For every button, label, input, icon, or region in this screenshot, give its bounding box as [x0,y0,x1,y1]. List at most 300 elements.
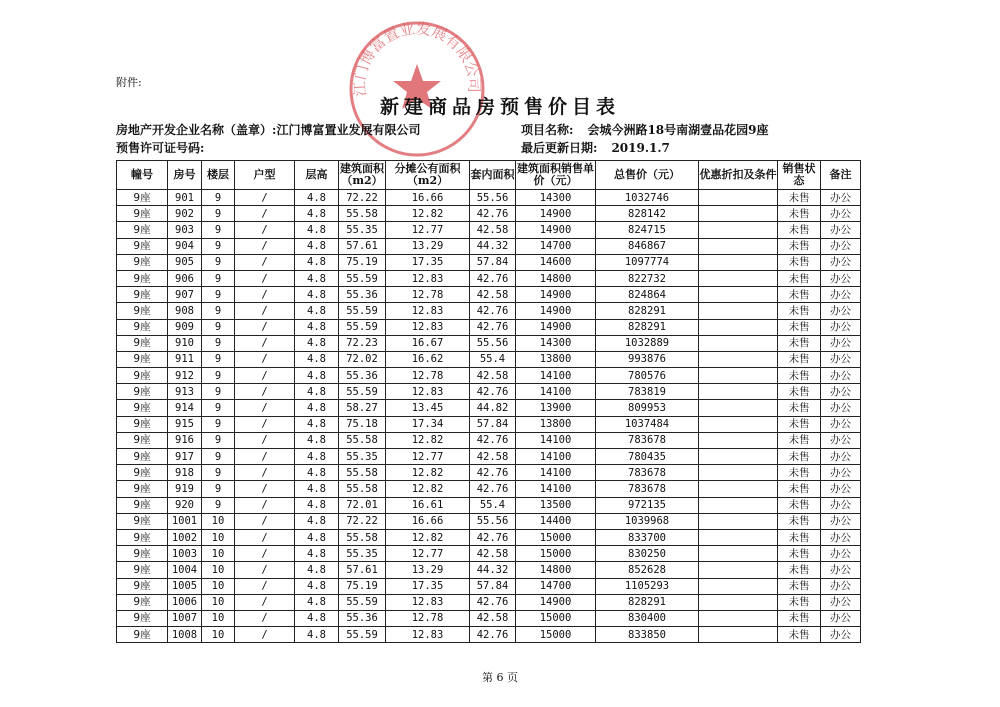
cell-floor-height: 4.8 [295,206,339,222]
cell-shared-area: 16.66 [386,190,470,206]
cell-unit-price: 15000 [516,529,596,545]
cell-building: 9座 [117,351,168,367]
cell-remark: 办公 [821,190,861,206]
cell-sale-status: 未售 [778,254,821,270]
cell-internal-area: 42.58 [470,368,516,384]
cell-internal-area: 42.58 [470,222,516,238]
table-row [117,270,861,286]
cell-gross-area: 72.22 [339,190,386,206]
cell-room: 914 [168,400,202,416]
cell-unit-price: 14600 [516,254,596,270]
cell-discount [699,610,778,626]
cell-remark: 办公 [821,594,861,610]
table-row [117,546,861,562]
cell-unit-price: 14900 [516,206,596,222]
cell-total-price: 780435 [596,449,699,465]
cell-floor: 10 [202,529,235,545]
cell-building: 9座 [117,529,168,545]
cell-room: 1005 [168,578,202,594]
cell-floor-height: 4.8 [295,627,339,643]
cell-floor: 9 [202,254,235,270]
cell-total-price: 1039968 [596,513,699,529]
cell-sale-status: 未售 [778,270,821,286]
cell-total-price: 783678 [596,432,699,448]
cell-unit-price: 14400 [516,513,596,529]
cell-building: 9座 [117,384,168,400]
cell-gross-area: 55.59 [339,627,386,643]
cell-room: 1002 [168,529,202,545]
cell-building: 9座 [117,416,168,432]
cell-building: 9座 [117,222,168,238]
cell-building: 9座 [117,497,168,513]
header-room: 房号 [168,161,202,190]
cell-shared-area: 12.83 [386,270,470,286]
cell-floor: 9 [202,481,235,497]
cell-unit-price: 15000 [516,610,596,626]
cell-shared-area: 16.66 [386,513,470,529]
cell-unit-price: 14100 [516,449,596,465]
cell-gross-area: 55.58 [339,481,386,497]
developer-label: 房地产开发企业名称（盖章）: [116,123,277,137]
cell-room: 915 [168,416,202,432]
cell-floor: 10 [202,513,235,529]
cell-building: 9座 [117,627,168,643]
cell-sale-status: 未售 [778,287,821,303]
cell-gross-area: 55.58 [339,206,386,222]
table-row [117,449,861,465]
cell-discount [699,594,778,610]
cell-unit-price: 14900 [516,222,596,238]
cell-room: 906 [168,270,202,286]
cell-unit-type: / [235,497,295,513]
cell-remark: 办公 [821,303,861,319]
cell-gross-area: 55.58 [339,529,386,545]
permit-label: 预售许可证号码: [116,141,205,155]
cell-floor-height: 4.8 [295,319,339,335]
cell-gross-area: 72.22 [339,513,386,529]
table-row [117,368,861,384]
table-row [117,222,861,238]
cell-internal-area: 57.84 [470,578,516,594]
cell-remark: 办公 [821,254,861,270]
cell-discount [699,529,778,545]
cell-floor-height: 4.8 [295,513,339,529]
project-label: 项目名称: [521,123,574,137]
cell-gross-area: 55.35 [339,222,386,238]
cell-total-price: 1032746 [596,190,699,206]
cell-floor: 9 [202,432,235,448]
cell-floor-height: 4.8 [295,529,339,545]
cell-discount [699,270,778,286]
cell-internal-area: 55.4 [470,351,516,367]
cell-discount [699,303,778,319]
cell-building: 9座 [117,206,168,222]
cell-floor: 10 [202,578,235,594]
table-row [117,513,861,529]
table-row [117,335,861,351]
cell-unit-type: / [235,481,295,497]
cell-remark: 办公 [821,449,861,465]
cell-shared-area: 13.45 [386,400,470,416]
cell-shared-area: 16.62 [386,351,470,367]
cell-discount [699,562,778,578]
cell-floor-height: 4.8 [295,562,339,578]
header-shared-area: 分摊公有面积（m2） [386,161,470,190]
cell-discount [699,368,778,384]
cell-gross-area: 72.01 [339,497,386,513]
cell-unit-type: / [235,513,295,529]
cell-building: 9座 [117,594,168,610]
cell-floor: 9 [202,449,235,465]
cell-shared-area: 12.82 [386,481,470,497]
cell-unit-price: 14700 [516,238,596,254]
cell-sale-status: 未售 [778,562,821,578]
cell-internal-area: 42.58 [470,449,516,465]
cell-room: 902 [168,206,202,222]
cell-sale-status: 未售 [778,384,821,400]
cell-floor-height: 4.8 [295,384,339,400]
cell-unit-price: 15000 [516,627,596,643]
header-gross-area: 建筑面积（m2） [339,161,386,190]
cell-shared-area: 17.35 [386,254,470,270]
cell-total-price: 783678 [596,481,699,497]
cell-room: 911 [168,351,202,367]
cell-floor: 9 [202,319,235,335]
cell-sale-status: 未售 [778,351,821,367]
cell-total-price: 1037484 [596,416,699,432]
cell-total-price: 828291 [596,594,699,610]
cell-remark: 办公 [821,287,861,303]
cell-unit-type: / [235,270,295,286]
cell-internal-area: 42.58 [470,610,516,626]
cell-total-price: 809953 [596,400,699,416]
cell-floor: 10 [202,627,235,643]
cell-unit-type: / [235,368,295,384]
cell-remark: 办公 [821,222,861,238]
cell-discount [699,287,778,303]
cell-unit-type: / [235,529,295,545]
table-row [117,627,861,643]
cell-shared-area: 13.29 [386,562,470,578]
cell-unit-type: / [235,594,295,610]
cell-floor: 9 [202,206,235,222]
cell-gross-area: 75.19 [339,578,386,594]
project-line [521,121,769,138]
cell-gross-area: 55.35 [339,449,386,465]
cell-building: 9座 [117,335,168,351]
cell-floor: 9 [202,238,235,254]
cell-floor: 9 [202,190,235,206]
cell-gross-area: 57.61 [339,562,386,578]
cell-floor-height: 4.8 [295,238,339,254]
cell-unit-type: / [235,610,295,626]
cell-internal-area: 57.84 [470,416,516,432]
cell-unit-price: 14100 [516,432,596,448]
cell-room: 910 [168,335,202,351]
cell-remark: 办公 [821,529,861,545]
cell-unit-type: / [235,416,295,432]
cell-unit-type: / [235,303,295,319]
table-row [117,416,861,432]
cell-floor: 9 [202,497,235,513]
cell-discount [699,254,778,270]
table-row [117,238,861,254]
header-building: 幢号 [117,161,168,190]
cell-unit-price: 14900 [516,287,596,303]
cell-unit-price: 14900 [516,319,596,335]
cell-discount [699,416,778,432]
table-row [117,254,861,270]
cell-shared-area: 12.78 [386,287,470,303]
cell-shared-area: 12.82 [386,465,470,481]
cell-floor-height: 4.8 [295,594,339,610]
cell-shared-area: 12.83 [386,594,470,610]
cell-building: 9座 [117,610,168,626]
cell-sale-status: 未售 [778,449,821,465]
cell-remark: 办公 [821,335,861,351]
cell-room: 912 [168,368,202,384]
company-seal-stamp [342,14,492,164]
cell-total-price: 828291 [596,319,699,335]
cell-floor: 9 [202,351,235,367]
cell-building: 9座 [117,254,168,270]
header-floor-height: 层高 [295,161,339,190]
cell-total-price: 833850 [596,627,699,643]
cell-discount [699,513,778,529]
cell-sale-status: 未售 [778,335,821,351]
cell-floor-height: 4.8 [295,270,339,286]
cell-sale-status: 未售 [778,610,821,626]
cell-unit-price: 14100 [516,368,596,384]
cell-total-price: 1105293 [596,578,699,594]
cell-remark: 办公 [821,206,861,222]
cell-floor-height: 4.8 [295,416,339,432]
table-row [117,432,861,448]
cell-floor-height: 4.8 [295,481,339,497]
cell-floor: 9 [202,303,235,319]
table-header-row [117,161,861,190]
cell-gross-area: 55.59 [339,319,386,335]
cell-sale-status: 未售 [778,465,821,481]
table-row [117,594,861,610]
cell-room: 917 [168,449,202,465]
cell-remark: 办公 [821,562,861,578]
cell-building: 9座 [117,465,168,481]
cell-floor: 9 [202,270,235,286]
cell-discount [699,222,778,238]
header-floor: 楼层 [202,161,235,190]
cell-gross-area: 75.19 [339,254,386,270]
cell-internal-area: 42.76 [470,206,516,222]
cell-floor: 9 [202,416,235,432]
cell-unit-type: / [235,238,295,254]
cell-unit-type: / [235,319,295,335]
cell-total-price: 783678 [596,465,699,481]
cell-gross-area: 55.59 [339,270,386,286]
cell-discount [699,206,778,222]
cell-building: 9座 [117,303,168,319]
cell-floor: 9 [202,465,235,481]
cell-internal-area: 57.84 [470,254,516,270]
cell-total-price: 824864 [596,287,699,303]
cell-building: 9座 [117,449,168,465]
cell-remark: 办公 [821,270,861,286]
cell-remark: 办公 [821,497,861,513]
header-remark: 备注 [821,161,861,190]
cell-shared-area: 12.77 [386,222,470,238]
cell-shared-area: 12.82 [386,529,470,545]
cell-internal-area: 44.32 [470,562,516,578]
cell-discount [699,384,778,400]
cell-unit-type: / [235,546,295,562]
table-row [117,562,861,578]
cell-shared-area: 12.77 [386,449,470,465]
cell-building: 9座 [117,513,168,529]
cell-total-price: 1032889 [596,335,699,351]
cell-sale-status: 未售 [778,481,821,497]
table-row [117,287,861,303]
cell-unit-price: 13800 [516,416,596,432]
cell-room: 916 [168,432,202,448]
cell-internal-area: 42.76 [470,384,516,400]
project-value: 会城今洲路18号南湖壹品花园9座 [587,123,769,137]
cell-discount [699,481,778,497]
cell-room: 907 [168,287,202,303]
cell-floor-height: 4.8 [295,449,339,465]
cell-remark: 办公 [821,513,861,529]
cell-remark: 办公 [821,432,861,448]
cell-unit-price: 13900 [516,400,596,416]
cell-shared-area: 12.83 [386,319,470,335]
cell-sale-status: 未售 [778,497,821,513]
cell-sale-status: 未售 [778,238,821,254]
cell-floor: 10 [202,610,235,626]
cell-gross-area: 58.27 [339,400,386,416]
cell-unit-type: / [235,384,295,400]
cell-total-price: 830250 [596,546,699,562]
cell-building: 9座 [117,432,168,448]
cell-room: 1006 [168,594,202,610]
cell-unit-type: / [235,335,295,351]
table-row [117,497,861,513]
updated-label: 最后更新日期: [521,141,598,155]
cell-unit-type: / [235,432,295,448]
cell-building: 9座 [117,546,168,562]
cell-floor-height: 4.8 [295,400,339,416]
cell-shared-area: 12.82 [386,432,470,448]
cell-unit-type: / [235,465,295,481]
cell-remark: 办公 [821,351,861,367]
cell-gross-area: 55.35 [339,546,386,562]
table-row [117,400,861,416]
cell-remark: 办公 [821,319,861,335]
cell-gross-area: 55.59 [339,303,386,319]
cell-room: 1008 [168,627,202,643]
cell-sale-status: 未售 [778,594,821,610]
cell-unit-type: / [235,254,295,270]
cell-remark: 办公 [821,368,861,384]
cell-discount [699,578,778,594]
cell-internal-area: 42.76 [470,270,516,286]
cell-floor: 9 [202,368,235,384]
developer-value: 江门博富置业发展有限公司 [276,123,421,137]
cell-gross-area: 72.02 [339,351,386,367]
cell-shared-area: 16.61 [386,497,470,513]
cell-discount [699,546,778,562]
cell-building: 9座 [117,238,168,254]
cell-floor-height: 4.8 [295,546,339,562]
header-unit-price: 建筑面积销售单价（元） [516,161,596,190]
cell-discount [699,238,778,254]
table-row [117,578,861,594]
cell-unit-price: 14900 [516,594,596,610]
table-row [117,610,861,626]
cell-building: 9座 [117,368,168,384]
cell-unit-type: / [235,449,295,465]
cell-sale-status: 未售 [778,400,821,416]
developer-line [116,121,420,138]
cell-unit-price: 13500 [516,497,596,513]
cell-unit-price: 14300 [516,335,596,351]
cell-remark: 办公 [821,627,861,643]
cell-floor-height: 4.8 [295,335,339,351]
updated-value: 2019.1.7 [611,141,670,155]
table-row [117,206,861,222]
cell-room: 901 [168,190,202,206]
cell-internal-area: 42.76 [470,303,516,319]
cell-unit-price: 14800 [516,270,596,286]
cell-internal-area: 42.76 [470,627,516,643]
header-sale-status: 销售状态 [778,161,821,190]
cell-unit-type: / [235,222,295,238]
cell-internal-area: 42.76 [470,465,516,481]
cell-remark: 办公 [821,400,861,416]
cell-unit-price: 14300 [516,190,596,206]
table-row [117,303,861,319]
cell-floor: 9 [202,287,235,303]
cell-unit-price: 14700 [516,578,596,594]
cell-room: 1003 [168,546,202,562]
cell-floor-height: 4.8 [295,254,339,270]
cell-total-price: 828291 [596,303,699,319]
cell-total-price: 822732 [596,270,699,286]
cell-building: 9座 [117,190,168,206]
cell-total-price: 852628 [596,562,699,578]
cell-remark: 办公 [821,465,861,481]
cell-gross-area: 55.36 [339,368,386,384]
cell-room: 909 [168,319,202,335]
cell-total-price: 1097774 [596,254,699,270]
cell-sale-status: 未售 [778,319,821,335]
updated-line [521,139,670,156]
cell-sale-status: 未售 [778,206,821,222]
cell-room: 908 [168,303,202,319]
cell-internal-area: 42.76 [470,594,516,610]
cell-room: 905 [168,254,202,270]
cell-gross-area: 72.23 [339,335,386,351]
cell-gross-area: 55.59 [339,384,386,400]
cell-floor: 9 [202,222,235,238]
cell-floor-height: 4.8 [295,287,339,303]
cell-internal-area: 42.76 [470,481,516,497]
cell-internal-area: 55.56 [470,190,516,206]
cell-gross-area: 55.58 [339,432,386,448]
cell-total-price: 830400 [596,610,699,626]
cell-remark: 办公 [821,416,861,432]
seal-text: 江门博富置业发展有限公司 [350,19,484,97]
cell-internal-area: 42.76 [470,319,516,335]
cell-floor-height: 4.8 [295,222,339,238]
